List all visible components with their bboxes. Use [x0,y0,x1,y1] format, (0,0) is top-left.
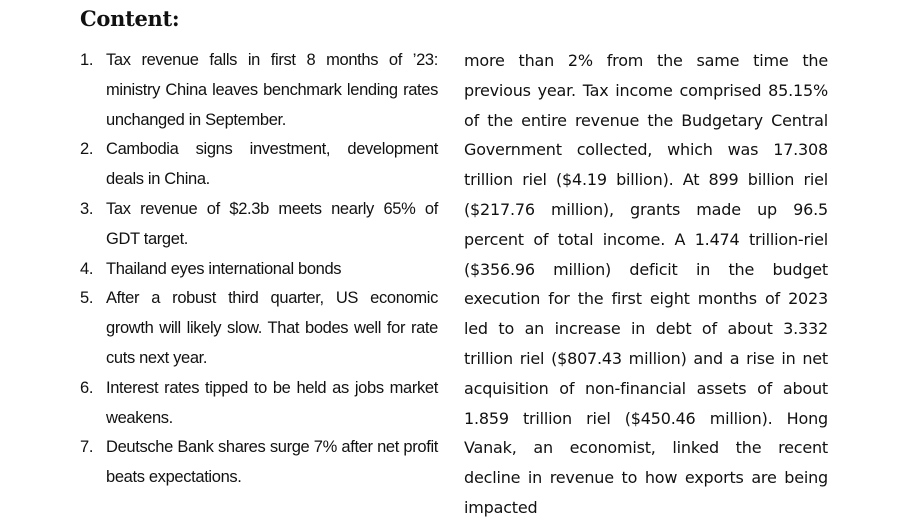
list-item-text: Interest rates tipped to be held as jobs market weakens. [106,378,438,427]
list-item-text: After a robust third quarter, US economic growth will likely slow. That bodes well for rate cuts next year. [106,289,438,367]
list-item-text: Cambodia signs investment, development deals in China. [106,140,438,189]
list-item-number: 1. [80,51,94,69]
list-item-number: 7. [80,438,94,457]
list-item [80,374,438,434]
list-item-number: 5. [80,289,94,308]
list-item [80,433,438,493]
list-item-text: Deutsche Bank shares surge 7% after net profit beats expectations. [106,438,438,487]
list-item-text: Thailand eyes international bonds [106,259,342,278]
list-item-number: 3. [80,199,94,218]
list-item-number: 4. [80,259,94,278]
list-item [80,255,438,285]
list-item-number: 2. [80,140,94,159]
news-list [80,46,438,493]
list-item-number: 6. [80,378,94,397]
list-item-text: Tax revenue of $2.3b meets nearly 65% of GDT target. [106,199,438,248]
list-item [80,135,438,195]
list-item [80,195,438,255]
list-item-text: Tax revenue falls in first 8 months of ’23: ministry China leaves benchmark lending rates unchanged in September. [106,51,438,129]
list-item [80,46,438,135]
list-item [80,284,438,373]
section-heading: Content: [80,6,180,31]
article-body: more than 2% from the same time the previous year. Tax income comprised 85.15% of the entire revenue the Budgetary Central Government collected, which was 17.308 trillion riel ($4.19 billion). At 899 billion riel ($217.76 million), grants made up 96.5 percent of total income. A 1.474 trillion-riel ($356.96 million) deficit in the budget execution for the first eight months of 2023 led to an increase in debt of about 3.332 trillion riel ($807.43 million) and a rise in net acquisition of non-financial assets of about 1.859 trillion riel ($450.46 million). Hong Vanak, an economist, linked the recent decline in revenue to how exports are being impacted [464,51,828,517]
